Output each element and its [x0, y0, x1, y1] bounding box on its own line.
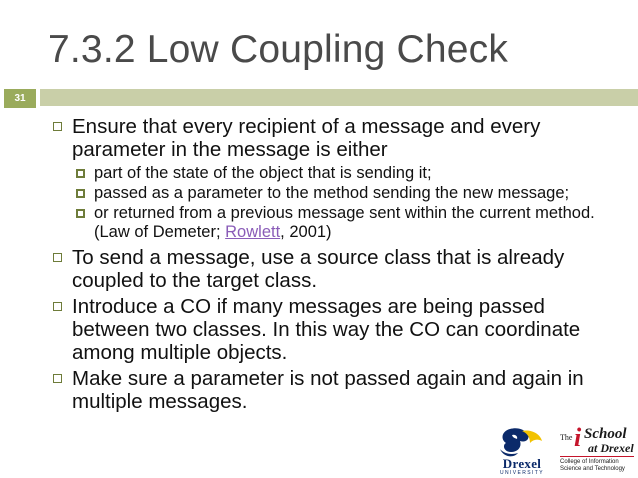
citation-link[interactable]: Rowlett	[225, 223, 281, 241]
sub-bullet-text-end: , 2001)	[280, 223, 332, 241]
slide-content	[52, 115, 618, 413]
drexel-university-label: UNIVERSITY	[499, 470, 544, 476]
title-divider-bar	[40, 89, 638, 106]
ischool-divider	[560, 456, 634, 457]
filled-square-bullet-icon	[76, 189, 85, 198]
square-bullet-icon	[53, 374, 62, 383]
sub-bullet-item	[72, 204, 618, 242]
sub-bullet-item	[72, 184, 618, 203]
bullet-text: Introduce a CO if many messages are being passed between two classes. In this way the CO can coordinate among multiple objects.	[72, 295, 581, 364]
square-bullet-icon	[53, 253, 62, 262]
bullet-item	[52, 367, 618, 413]
filled-square-bullet-icon	[76, 209, 85, 218]
slide-number: 31	[4, 89, 36, 108]
slide-title: 7.3.2 Low Coupling Check	[48, 28, 509, 71]
square-bullet-icon	[53, 122, 62, 131]
drexel-wordmark: Drexel	[502, 456, 542, 471]
ischool-logo	[558, 425, 636, 473]
ischool-subtitle-2: Science and Technology	[560, 466, 625, 472]
filled-square-bullet-icon	[76, 169, 85, 178]
ischool-at-drexel: at Drexel	[588, 441, 634, 455]
bullet-item	[52, 115, 618, 242]
sub-bullet-text: part of the state of the object that is sending it;	[94, 164, 432, 182]
bullet-text: Ensure that every recipient of a message and every parameter in the message is either	[72, 115, 541, 161]
bullet-text: Make sure a parameter is not passed again and again in multiple messages.	[72, 367, 584, 413]
ischool-i: i	[574, 423, 582, 452]
sub-bullet-list	[72, 164, 618, 242]
square-bullet-icon	[53, 302, 62, 311]
ischool-the: The	[560, 433, 573, 442]
bullet-text: To send a message, use a source class that is already coupled to the target class.	[72, 246, 565, 292]
sub-bullet-text: passed as a parameter to the method sending the new message;	[94, 184, 570, 202]
ischool-school: School	[584, 426, 627, 442]
sub-bullet-item	[72, 164, 618, 183]
bullet-item	[52, 246, 618, 292]
ischool-subtitle-1: College of Information	[560, 459, 619, 465]
sub-bullet-text: or returned from a previous message sent within the current method. (Law of Demeter;	[94, 204, 595, 241]
bullet-item	[52, 295, 618, 364]
